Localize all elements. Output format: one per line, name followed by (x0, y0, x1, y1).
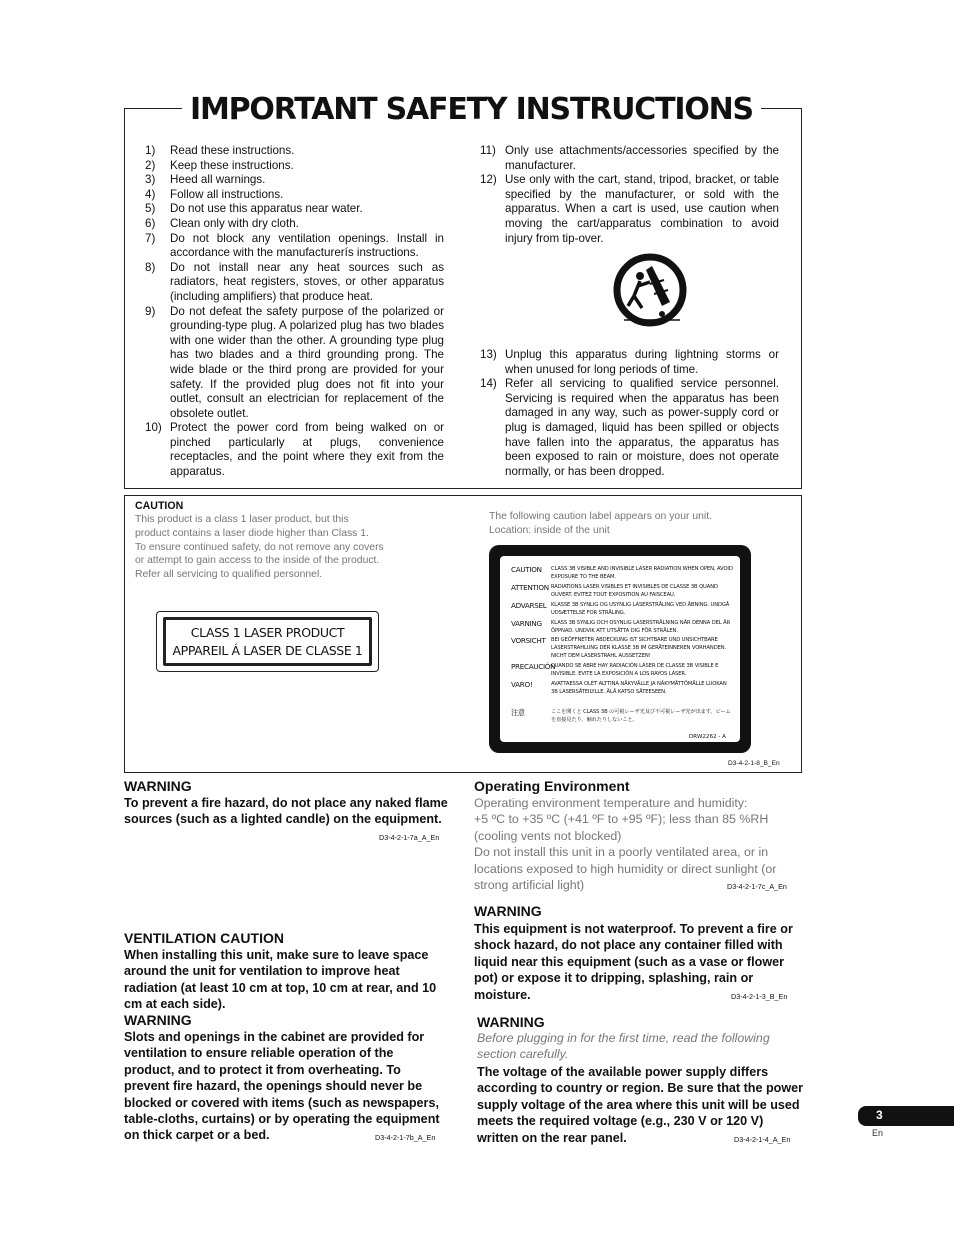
warning-slots-heading: WARNING (124, 1012, 192, 1028)
instruction-item (145, 421, 444, 479)
caution-label-row (511, 583, 734, 599)
list-item-number: 11) (480, 144, 496, 157)
warning-fire-heading: WARNING (124, 778, 192, 794)
caution-label-language: CAUTION (511, 565, 542, 574)
list-item-number: 14) (480, 377, 497, 391)
list-item-number: 13) (480, 348, 497, 361)
operating-env-code: D3-4-2-1-7c_A_En (727, 882, 787, 891)
list-item-number: 8) (145, 260, 156, 274)
caution-line: Refer all servicing to qualified personnel. (135, 569, 323, 581)
list-item-text: Do not block any ventilation openings. Install in accordance with the manufacturerís instructions. (170, 231, 444, 260)
caution-label-language: VARNING (511, 619, 542, 628)
page-number: 3 (876, 1108, 883, 1122)
caution-label-row (511, 708, 734, 724)
caution-label-text: ここを開くと CLASS 3B の可視レーザ光及び不可視レーザ光が出ます。ビームを直接見たり、触れたりしないこと。 (551, 709, 731, 723)
instructions-list-right-bottom (480, 348, 779, 479)
label-note-line2: Location: inside of the unit (489, 524, 610, 536)
warning-power-italic: Before plugging in for the first time, read the following section carefully. (477, 1031, 770, 1062)
list-item-text: Refer all servicing to qualified service personnel. Servicing is required when the apparatus has been damaged in any way, such as power-supply cord or plug is damaged, liquid has been spilled or objects have fallen into the apparatus, the apparatus has been exposed to rain or moisture, does not operate normally, or has been dropped. (505, 377, 779, 478)
list-item-text: Do not install near any heat sources such as radiators, heat registers, stoves, or other apparatus (including amplifiers) that produce heat. (170, 260, 444, 303)
list-item-text: Clean only with dry cloth. (170, 216, 299, 230)
warning-power-code: D3-4-2-1-4_A_En (734, 1135, 791, 1144)
operating-env-line1: Operating environment temperature and humidity: (474, 796, 748, 810)
list-item-number: 10) (145, 421, 162, 435)
caution-label-text: KLASSE 3B SYNLIG OG USYNLIG LASERSTRÅLING VED ÅBNING. UNDGÅ UDSÆTTELSE FOR STRÅLING. (551, 602, 730, 616)
instruction-item (480, 144, 779, 173)
operating-env-text (474, 795, 794, 893)
caution-line: product contains a laser diode higher than Class 1. (135, 527, 369, 539)
operating-env-heading: Operating Environment (474, 778, 630, 794)
caution-label-row (511, 619, 734, 635)
instruction-item (145, 188, 444, 203)
caution-line: To ensure continued safety, do not remove any covers (135, 541, 384, 553)
list-item-text: Keep these instructions. (170, 158, 294, 172)
list-item-text: Do not use this apparatus near water. (170, 202, 363, 216)
list-item-text: Do not defeat the safety purpose of the polarized or grounding-type plug. A polarized plug has two blades with one wider than the other. A grounding type plug has two blades and a third grounding prong. The wide blade or the third prong are provided for your safety. If the provided plug does not fit into your outlet, consult an electrician for replacement of the obsolete outlet. (170, 304, 444, 420)
list-item-text: Follow all instructions. (170, 187, 284, 201)
caution-label-text: RADIATIONS LASER VISIBLES ET INVISIBLES DE CLASSE 3B QUAND OUVERT. EVITEZ TOUT EXPOSITION AU FAISCEAU. (551, 584, 718, 598)
warning-water-code: D3-4-2-1-3_B_En (731, 992, 788, 1001)
instruction-item (145, 173, 444, 188)
list-item-number: 1) (145, 144, 156, 157)
caution-text (135, 513, 415, 582)
caution-label-text: CLASS 3B VISIBLE AND INVISIBLE LASER RADIATION WHEN OPEN, AVOID EXPOSURE TO THE BEAM. (551, 566, 733, 580)
caution-label-text: KLASS 3B SYNLIG OCH OSYNLIG LASERSTRÅLNING NÄR DENNA DEL ÄR ÖPPNAD. UNDVIK ATT UTSÄTTA DIG FÖR STRÅLEN. (551, 620, 731, 634)
caution-label-row (511, 662, 734, 678)
list-item-number: 6) (145, 216, 156, 230)
ventilation-body: When installing this unit, make sure to leave space around the unit for ventilation to improve heat radiation (at least 10 cm at top, 10 cm at rear, and 10 cm at each side). (124, 948, 437, 1012)
list-item-text: Unplug this apparatus during lightning storms or when unused for long periods of time. (505, 348, 779, 376)
list-item-text: Read these instructions. (170, 144, 295, 157)
page-title: IMPORTANT SAFETY INSTRUCTIONS (182, 90, 761, 130)
instruction-item (145, 217, 444, 232)
warning-water-heading: WARNING (474, 903, 542, 919)
warning-fire-text (124, 795, 454, 828)
caution-line: This product is a class 1 laser product, but this (135, 514, 349, 525)
caution-label-language: PRECAUCIÓN (511, 662, 556, 671)
warning-slots-body: Slots and openings in the cabinet are provided for ventilation to ensure reliable operation of the product, and to protect it from overheating. To prevent fire hazard, the openings should never be blocked or covered with items (such as newspapers, table-cloths, curtains) or by operating the equipment on thick carpet or a bed. (124, 1030, 440, 1143)
caution-label-text: AVATTAESSA OLET ALTTINA NÄKYVÄLLE JA NÄKYMÄTTÖMÄLLE LUOKAN 3B LASERSÄTEILYLLE. ÄLÄ KATSO SÄTEESEEN. (551, 681, 727, 695)
warning-fire-code: D3-4-2-1-7a_A_En (379, 833, 440, 842)
warning-slots-code: D3-4-2-1-7b_A_En (375, 1133, 436, 1142)
operating-env-line2: +5 ºC to +35 ºC (+41 ºF to +95 ºF); less than 85 %RH (cooling vents not blocked) (474, 812, 769, 843)
list-item-text: Use only with the cart, stand, tripod, bracket, or table specified by the manufacturer, or sold with the apparatus. When a cart is used, use caution when moving the cart/apparatus combination to avoid injury from tip-over. (505, 173, 779, 245)
caution-box-code: D3-4-2-1-8_B_En (728, 760, 780, 767)
caution-label-language: ADVARSEL (511, 601, 547, 610)
list-item-number: 2) (145, 158, 156, 172)
caution-label-code: DRW2262 - A (688, 734, 726, 740)
label-location-note (489, 510, 769, 538)
instruction-item (145, 202, 444, 217)
list-item-text: Only use attachments/accessories specified by the manufacturer. (505, 144, 779, 172)
caution-label-language: VORSICHT (511, 636, 546, 645)
caution-label-text: BEI GEÖFFNETER ABDECKUNG IST SICHTBARE UND UNSICHTBARE LASERSTRAHLUNG DER KLASSE 3B IM GERÄTEINNEREN VORHANDEN. NICHT DEM LASERSTRAHL AUSSETZEN! (551, 637, 727, 659)
list-item-text: Protect the power cord from being walked on or pinched particularly at plugs, convenience receptacles, and the point where they exit from the apparatus. (170, 421, 444, 479)
class1-label-line2: APPAREIL Á LASER DE CLASSE 1 (172, 643, 363, 658)
caution-label-language: VARO! (511, 680, 533, 689)
caution-label-row (511, 636, 734, 660)
page-number-tab (858, 1106, 954, 1126)
warning-fire-body: To prevent a fire hazard, do not place any naked flame sources (such as a lighted candle) on the equipment. (124, 796, 448, 827)
caution-label-language: ATTENTION (511, 583, 549, 592)
page-language: En (872, 1128, 884, 1138)
list-item-number: 3) (145, 173, 156, 187)
warning-power-body: The voltage of the available power supply differs according to country or region. Be sure that the power supply voltage of the area where this unit will be used meets the required voltage (e.g., 230 V or 120 V) written on the rear panel. (477, 1065, 804, 1145)
class1-label-line1: CLASS 1 LASER PRODUCT (190, 625, 345, 640)
list-item-number: 12) (480, 173, 497, 187)
warning-power-heading: WARNING (477, 1014, 545, 1030)
instructions-list-left (145, 144, 444, 480)
instruction-item (480, 377, 779, 479)
instructions-list-right-top (480, 144, 779, 246)
list-item-number: 9) (145, 304, 156, 318)
caution-line: or attempt to gain access to the inside of the product. (135, 555, 380, 567)
caution-label-row (511, 565, 734, 581)
instruction-item (480, 348, 779, 377)
instruction-item (145, 232, 444, 261)
list-item-number: 5) (145, 202, 156, 216)
laser-caution-label-inner (500, 556, 740, 742)
warning-water-body: This equipment is not waterproof. To prevent a fire or shock hazard, do not place any container filled with liquid near this equipment (such as a vase or flower pot) or expose it to dripping, splashing, rain or moisture. (474, 922, 793, 1002)
instruction-item (145, 144, 444, 159)
caution-label-row (511, 680, 734, 696)
instruction-item (145, 159, 444, 174)
list-item-number: 7) (145, 231, 156, 245)
instruction-item (145, 305, 444, 422)
list-item-text: Heed all warnings. (170, 173, 266, 187)
cart-tip-over-icon (610, 252, 692, 332)
list-item-number: 4) (145, 187, 156, 201)
instruction-item (480, 173, 779, 246)
caution-label-text: CUANDO SE ABRE HAY RADIACIÓN LÁSER DE CLASSE 3B VISIBLE E INVISIBLE. EVITE LA EXPOSICIÓN A LOS RAYOS LÁSER. (551, 663, 719, 677)
class1-laser-label (163, 617, 372, 666)
operating-env-line3: Do not install this unit in a poorly ventilated area, or in locations exposed to high humidity or direct sunlight (or strong artificial light) (474, 845, 777, 893)
caution-label-row (511, 601, 734, 617)
ventilation-heading: VENTILATION CAUTION (124, 930, 284, 946)
caution-heading: CAUTION (135, 500, 184, 512)
caution-label-language: 注意 (511, 708, 525, 717)
instruction-item (145, 261, 444, 305)
label-note-line1: The following caution label appears on your unit. (489, 511, 712, 522)
